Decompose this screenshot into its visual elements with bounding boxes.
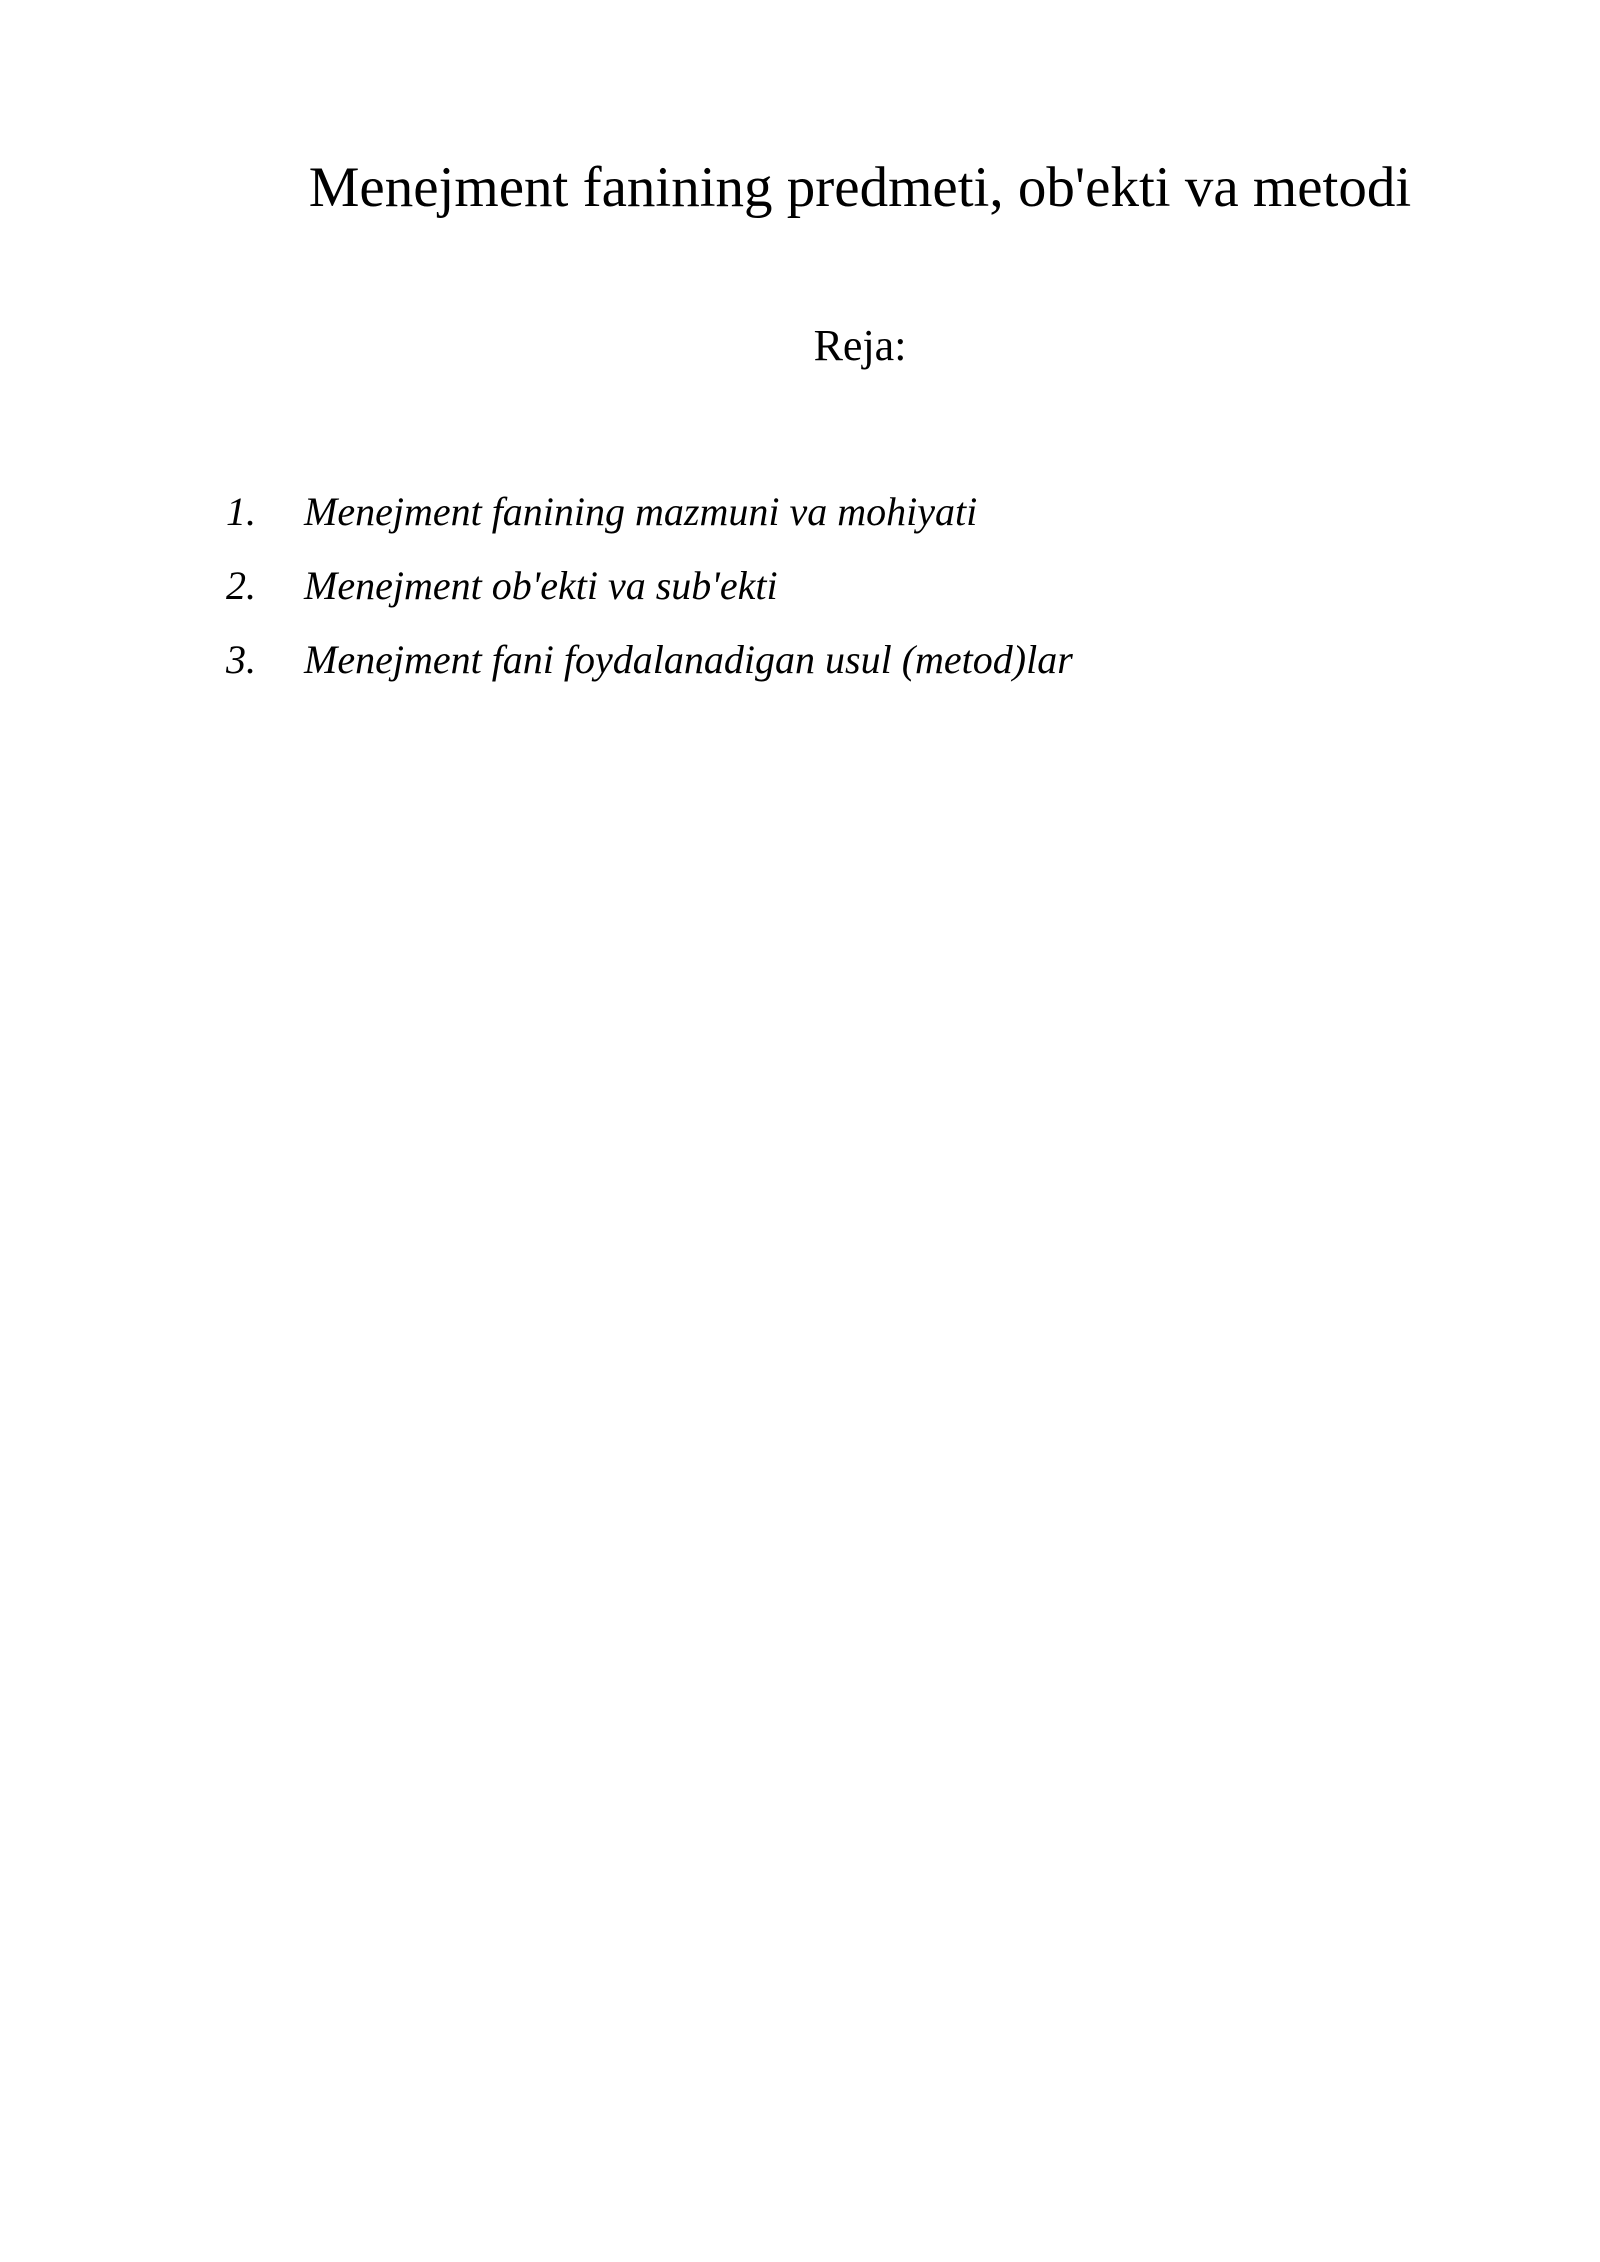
list-item-text: Menejment fani foydalanadigan usul (metod)lar (304, 637, 1073, 682)
list-item-text: Menejment fanining mazmuni va mohiyati (304, 489, 978, 534)
list-item (226, 558, 1073, 632)
list-item-number: 3. (226, 637, 256, 682)
document-title: Menejment fanining predmeti, ob'ekti va metodi (308, 156, 1412, 219)
list-item (226, 484, 1073, 558)
list-item (226, 632, 1073, 706)
list-item-number: 1. (226, 489, 256, 534)
plan-heading: Reja: (813, 321, 907, 370)
list-item-number: 2. (226, 563, 256, 608)
list-item-text: Menejment ob'ekti va sub'ekti (304, 563, 778, 608)
plan-list (226, 484, 1073, 706)
